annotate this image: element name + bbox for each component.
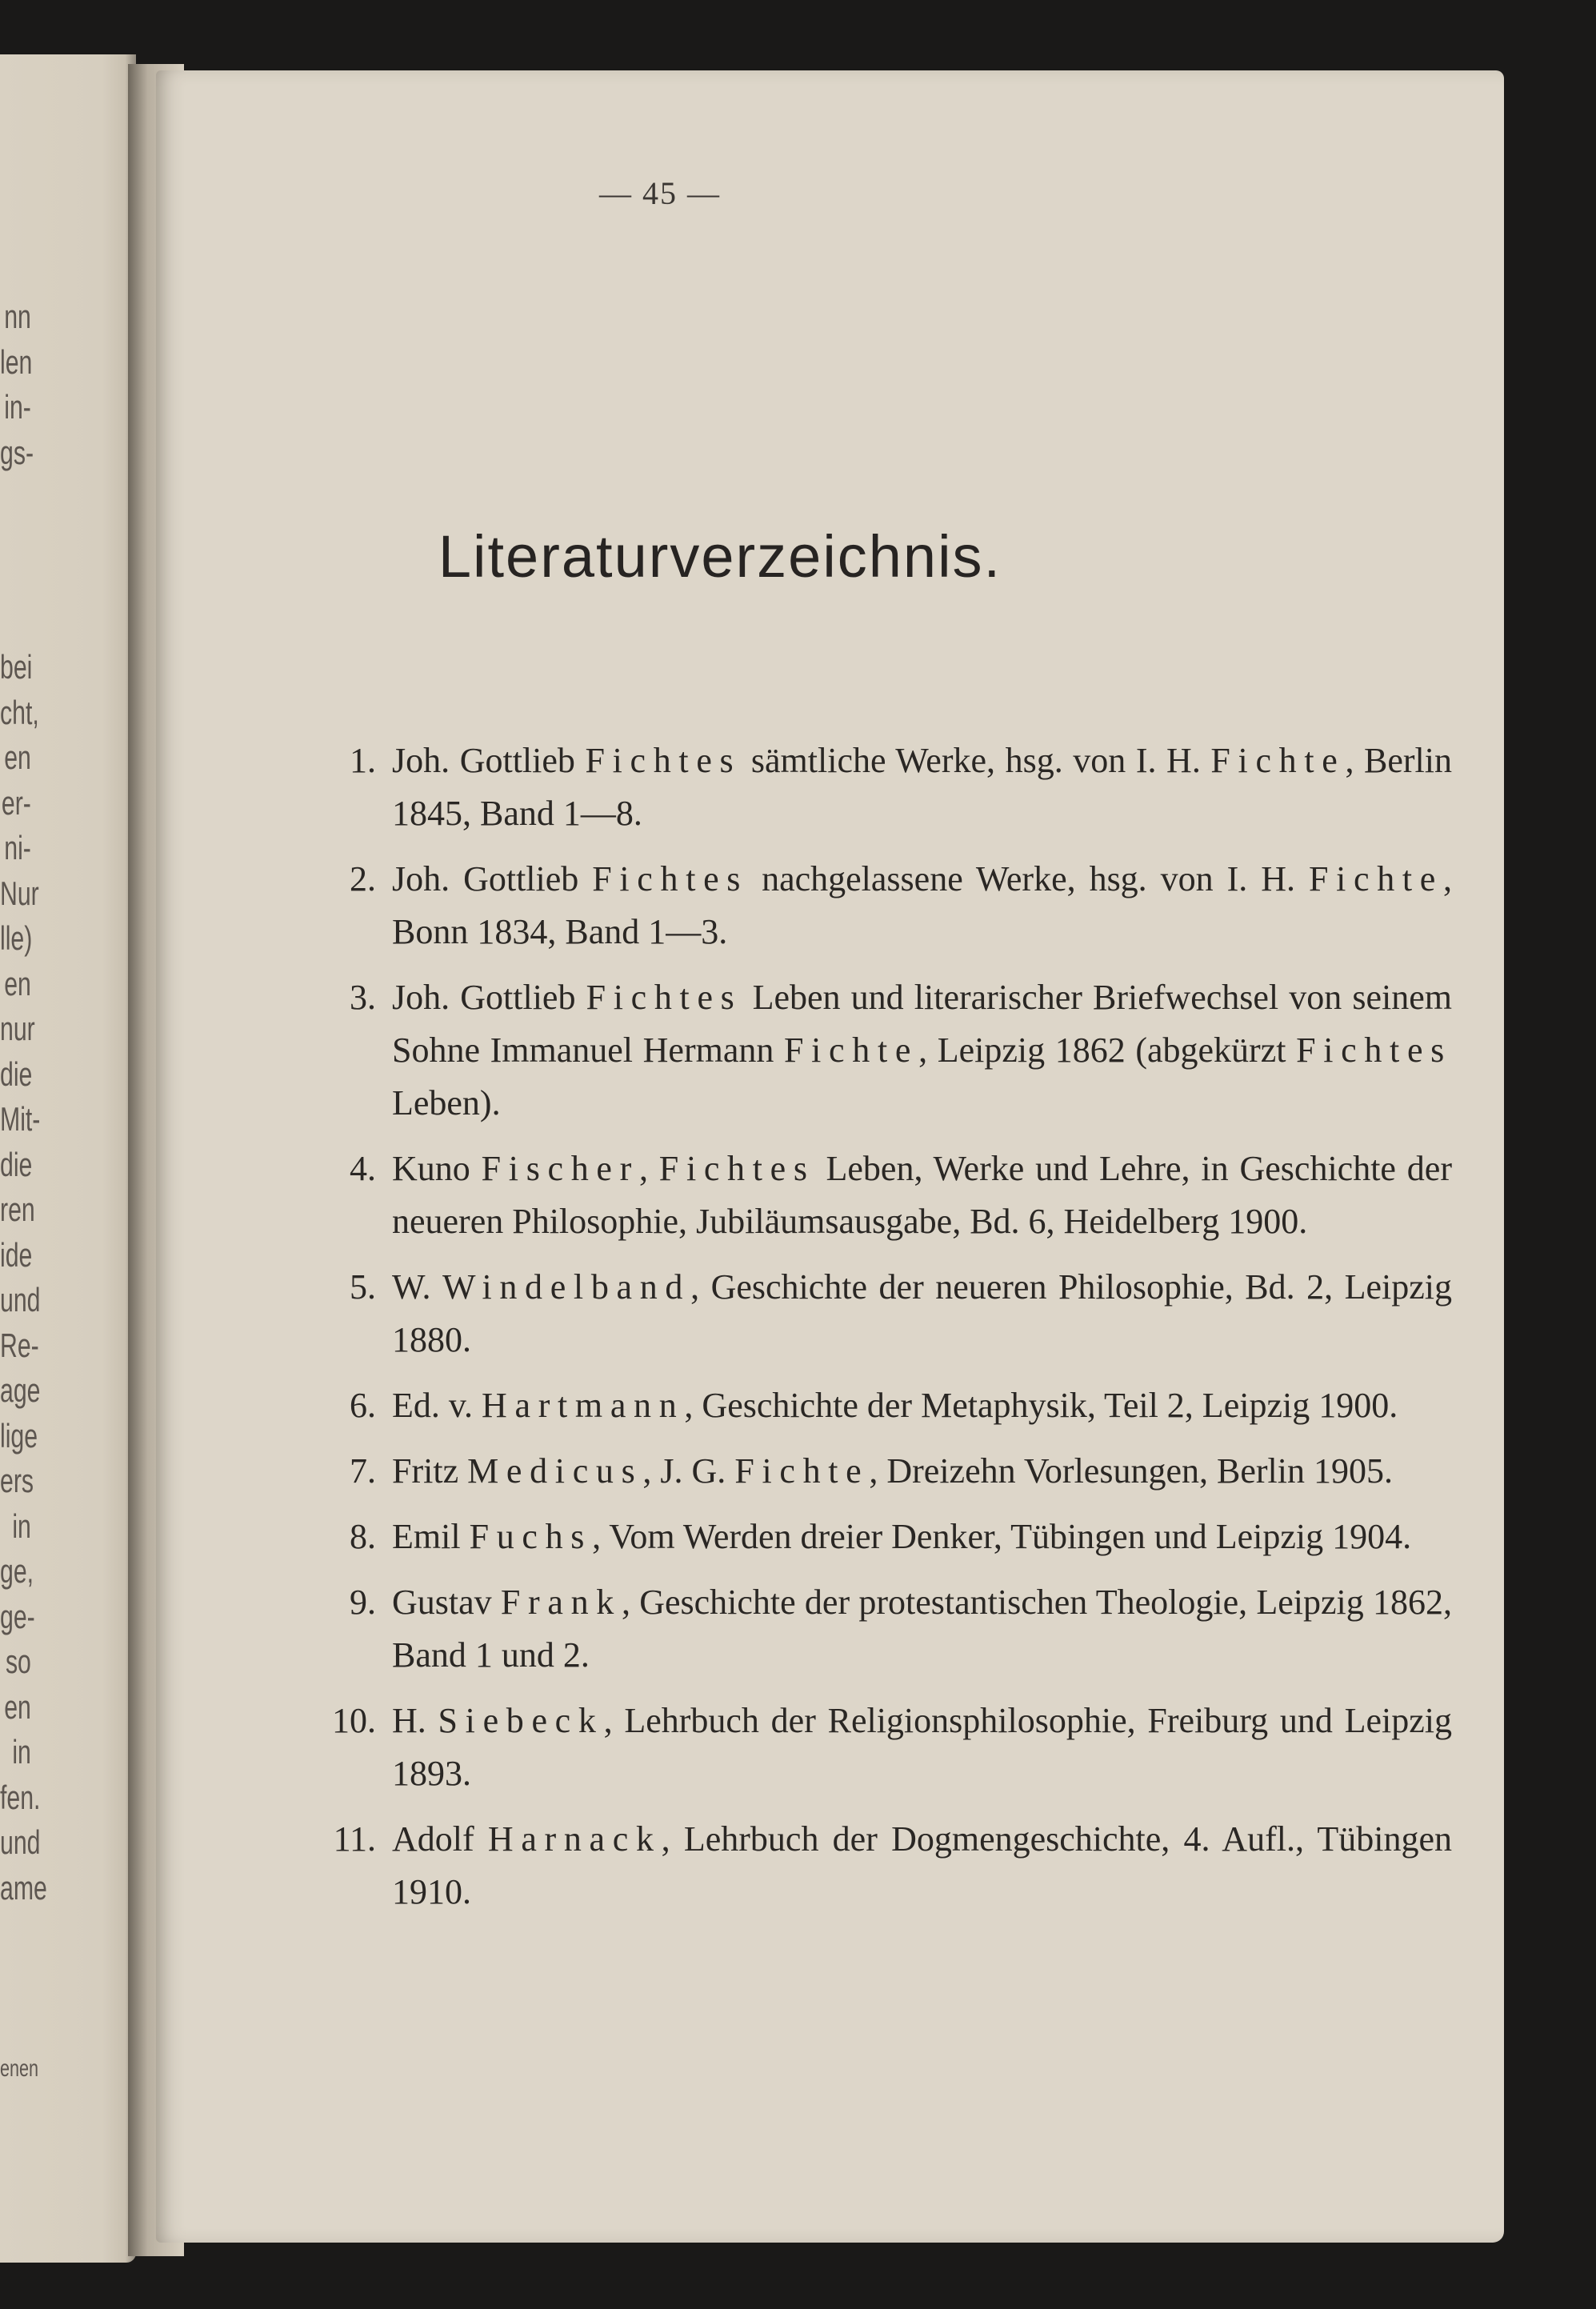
facing-line: in-	[4, 388, 31, 426]
entry-text: H. Siebeck, Lehrbuch der Religionsphilosophie, Freiburg und Leipzig 1893.	[392, 1701, 1452, 1793]
bibliography-entry	[328, 853, 1452, 958]
facing-line: die	[0, 1145, 33, 1183]
entry-number: 10.	[332, 1701, 376, 1740]
facing-line: in	[12, 1507, 31, 1545]
entry-text: W. Windelband, Geschichte der neueren Philosophie, Bd. 2, Leipzig 1880.	[392, 1267, 1452, 1359]
entry-number: 4.	[350, 1149, 376, 1188]
bibliography-entry	[328, 1142, 1452, 1248]
facing-line: lle)	[0, 919, 33, 957]
facing-line: ge-	[0, 1597, 35, 1635]
facing-line: Mit-	[0, 1100, 41, 1138]
entry-number: 5.	[350, 1267, 376, 1307]
entry-number: 1.	[350, 741, 376, 780]
bibliography-list	[328, 734, 1452, 1931]
facing-line: bei	[0, 648, 33, 686]
facing-line: so	[5, 1643, 31, 1680]
facing-line: ni-	[4, 829, 31, 866]
entry-text: Joh. Gottlieb Fichtes sämtliche Werke, hsg. von I. H. Fichte, Berlin 1845, Band 1—8.	[392, 741, 1452, 833]
entry-text: Fritz Medicus, J. G. Fichte, Dreizehn Vorlesungen, Berlin 1905.	[392, 1451, 1393, 1491]
facing-line: und	[0, 1823, 41, 1861]
facing-line: nur	[0, 1010, 35, 1047]
entry-text: Gustav Frank, Geschichte der protestantischen Theologie, Leipzig 1862, Band 1 und 2.	[392, 1583, 1452, 1675]
facing-line: und	[0, 1281, 41, 1319]
facing-line: en	[4, 964, 31, 1002]
page-title: Literaturverzeichnis.	[438, 523, 1002, 590]
entry-number: 8.	[350, 1517, 376, 1556]
facing-line: lige	[0, 1416, 38, 1455]
page-number: — 45 —	[599, 175, 721, 211]
facing-line: nn	[4, 298, 31, 335]
entry-number: 7.	[350, 1451, 376, 1491]
facing-page	[0, 54, 136, 2263]
facing-line: en	[4, 738, 31, 776]
facing-line: ers	[0, 1462, 34, 1499]
bibliography-entry	[328, 1511, 1452, 1563]
facing-line: age	[0, 1371, 41, 1409]
entry-number: 11.	[333, 1819, 376, 1859]
facing-line: Nur	[0, 874, 39, 912]
entry-text: Joh. Gottlieb Fichtes Leben und literarischer Briefwechsel von seinem Sohne Immanuel Hermann Fichte, Leipzig 1862 (abgekürzt Fichtes Leben).	[392, 978, 1453, 1122]
entry-text: Kuno Fischer, Fichtes Leben, Werke und Lehre, in Geschichte der neueren Philosophie, Jubiläumsausgabe, Bd. 6, Heidelberg 1900.	[392, 1149, 1452, 1241]
facing-line: in	[12, 1733, 31, 1771]
facing-line: Re-	[0, 1326, 39, 1364]
entry-number: 6.	[350, 1386, 376, 1425]
facing-line: gs-	[0, 433, 34, 471]
facing-line: die	[0, 1054, 33, 1093]
bibliography-entry	[328, 1379, 1452, 1432]
facing-line: ge,	[0, 1552, 34, 1590]
bibliography-entry	[328, 1445, 1452, 1498]
bibliography-entry	[328, 1576, 1452, 1682]
bibliography-entry	[328, 971, 1452, 1130]
entry-number: 3.	[350, 978, 376, 1017]
bibliography-entry	[328, 734, 1452, 840]
facing-line: fen.	[0, 1778, 41, 1816]
bibliography-entry	[328, 1813, 1452, 1919]
facing-footnote: enen	[0, 2055, 39, 2082]
facing-page-text	[0, 294, 47, 2092]
facing-line: cht,	[0, 693, 39, 731]
facing-line: ame	[0, 1868, 47, 1907]
entry-text: Ed. v. Hartmann, Geschichte der Metaphysik, Teil 2, Leipzig 1900.	[392, 1386, 1398, 1425]
facing-line: er-	[1, 783, 31, 822]
entry-text: Emil Fuchs, Vom Werden dreier Denker, Tübingen und Leipzig 1904.	[392, 1517, 1412, 1556]
bibliography-entry	[328, 1695, 1452, 1800]
entry-number: 2.	[350, 859, 376, 898]
entry-number: 9.	[350, 1583, 376, 1622]
entry-text: Joh. Gottlieb Fichtes nachgelassene Werke, hsg. von I. H. Fichte, Bonn 1834, Band 1—3.	[392, 859, 1453, 951]
bibliography-entry	[328, 1261, 1452, 1367]
book-page	[156, 70, 1504, 2243]
facing-line: ren	[0, 1191, 35, 1228]
facing-line: len	[0, 342, 33, 381]
facing-line: ide	[0, 1235, 33, 1274]
facing-line: en	[4, 1687, 31, 1726]
entry-text: Adolf Harnack, Lehrbuch der Dogmengeschichte, 4. Aufl., Tübingen 1910.	[392, 1819, 1452, 1911]
